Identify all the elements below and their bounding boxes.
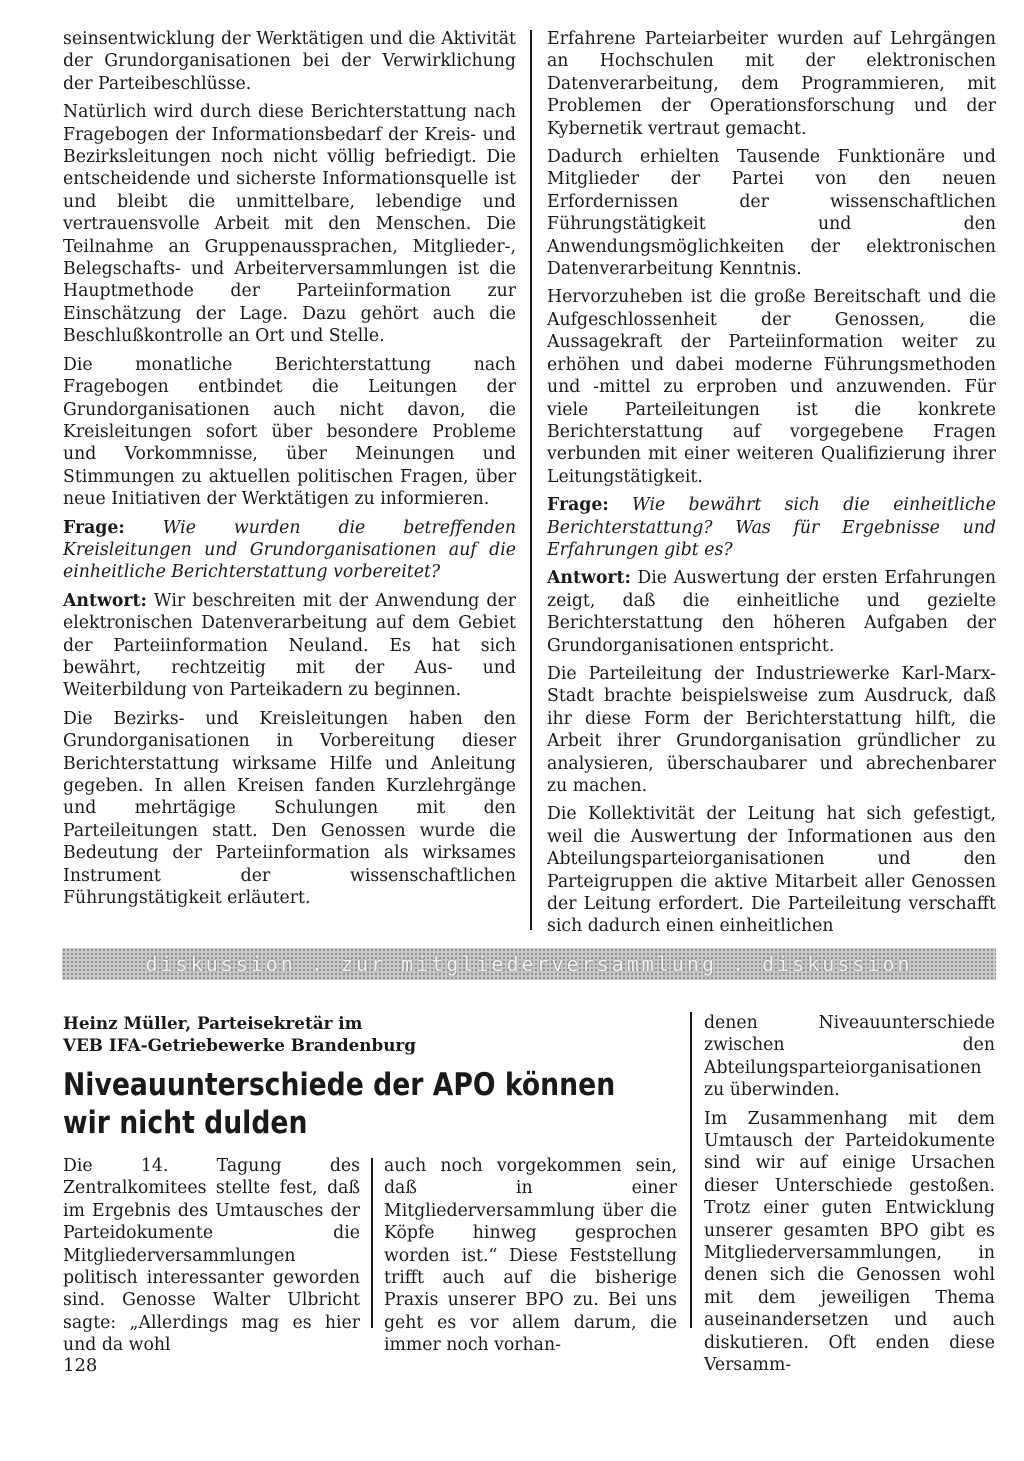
headline-line: wir nicht dulden <box>63 1105 308 1141</box>
paragraph: Dadurch erhielten Tausende Funktionäre und Mitglieder der Partei von den neuen Erfordernissen der wissenschaftlichen Führungstätigkeit und den Anwendungsmöglichkeiten der elektronischen Datenverarbeitung Kenntnis. <box>547 147 996 280</box>
paragraph: Die Parteileitung der Industriewerke Karl-Marx-Stadt brachte beispielsweise zum Ausdruck, daß ihr diese Form der Berichterstattung hilft, die Arbeit ihrer Grundorganisation gründlicher zu analysieren, überschaubarer und abrechenbarer zu machen. <box>547 663 996 796</box>
answer-2 <box>547 567 996 657</box>
page-number: 128 <box>63 1355 98 1376</box>
column-rule <box>530 30 532 930</box>
answer-label: Antwort: <box>63 590 147 611</box>
paragraph: Im Zusammenhang mit dem Umtausch der Parteidokumente sind wir auf einige Ursachen dieser Unterschiede gestoßen. Trotz einer guten Entwicklung unserer gesamten BPO gibt es Mitgliederversammlungen, in denen sich die Genossen wohl mit dem jeweiligen Thema auseinandersetzen und auch diskutieren. Oft enden diese Versamm- <box>704 1108 995 1376</box>
author-byline <box>63 1012 663 1056</box>
question-text: Wie wurden die betreffenden Kreisleitungen und Grundorganisationen auf die einheitliche Berichterstattung vorbereitet? <box>63 517 517 583</box>
paragraph: Erfahrene Parteiarbeiter wurden auf Lehrgängen an Hochschulen mit der elektronischen Datenverarbeitung, dem Programmieren, mit Problemen der Operationsforschung und der Kybernetik vertraut gemacht. <box>547 29 996 139</box>
article-column-1 <box>63 1155 360 1363</box>
question-text: Wie bewährt sich die einheitliche Berichterstattung? Was für Ergebnisse und Erfahrungen gibt es? <box>547 495 996 560</box>
author-line: Heinz Müller, Parteisekretär im <box>63 1013 363 1033</box>
headline-line: Niveauunterschiede der APO können <box>63 1067 616 1103</box>
article-column-3 <box>704 1012 995 1383</box>
question-2 <box>547 494 996 561</box>
answer-label: Antwort: <box>547 568 631 589</box>
question-1 <box>63 517 516 584</box>
answer-text: Die Auswertung der ersten Erfahrungen zeigt, daß die einheitliche und gezielte Berichterstattung den höheren Aufgaben der Grundorganisationen entspricht. <box>547 568 996 656</box>
column-rule <box>371 1158 373 1328</box>
question-label: Frage: <box>63 517 125 538</box>
paragraph: denen Niveauunterschiede zwischen den Abteilungsparteiorganisationen zu überwinden. <box>704 1013 995 1101</box>
section-banner <box>62 948 996 980</box>
paragraph: Die monatliche Berichterstattung nach Fragebogen entbindet die Leitungen der Grundorganisationen auch nicht davon, die Kreisleitungen sofort über besondere Probleme und Vorkommnisse, über Meinungen und Stimmungen zu aktuellen politischen Fragen, über neue Initiativen der Werktätigen zu informieren. <box>63 354 516 510</box>
paragraph: seinsentwicklung der Werktätigen und die Aktivität der Grundorganisationen bei der Verwirklichung der Parteibeschlüsse. <box>63 29 516 94</box>
paragraph: Die Bezirks- und Kreisleitungen haben den Grundorganisationen in Vorbereitung dieser Berichterstattung wirksame Hilfe und Anleitung gegeben. In allen Kreisen fanden Kurzlehrgänge und mehrtägige Schulungen mit den Parteileitungen statt. Den Genossen wurde die Bedeutung der Parteiinformation als wirksames Instrument der wissenschaftlichen Führungstätigkeit erläutert. <box>63 708 516 909</box>
banner-text: diskussion . zur mitgliederversammlung . diskussion <box>145 952 913 976</box>
column-rule <box>690 1012 692 1328</box>
answer-1 <box>63 590 516 702</box>
answer-text: Wir beschreiten mit der Anwendung der elektronischen Datenverarbeitung auf dem Gebiet der Parteiinformation Neuland. Es hat sich bewährt, rechtzeitig mit der Aus- und Weiterbildung von Parteikadern zu beginnen. <box>63 590 516 701</box>
paragraph: Natürlich wird durch diese Berichterstattung nach Fragebogen der Informationsbedarf der Kreis- und Bezirksleitungen noch nicht völlig befriedigt. Die entscheidende und sicherste Informationsquelle ist und bleibt die unmittelbare, lebendige und vertrauensvolle Arbeit mit den Menschen. Die Teilnahme an Gruppenaussprachen, Mitglieder-, Belegschafts- und Arbeiterversammlungen ist die Hauptmethode der Parteiinformation zur Einschätzung der Lage. Dazu gehört auch die Beschlußkontrolle an Ort und Stelle. <box>63 102 516 347</box>
article-column-2 <box>384 1155 677 1363</box>
article-headline <box>63 1066 616 1142</box>
paragraph: Die 14. Tagung des Zentralkomitees stellte fest, daß im Ergebnis des Umtausches der Parteidokumente die Mitgliederversammlungen politisch interessanter geworden sind. Genosse Walter Ulbricht sagte: „Allerdings mag es hier und da wohl <box>63 1156 360 1356</box>
top-right-column <box>547 28 996 944</box>
question-label: Frage: <box>547 495 609 516</box>
author-line: VEB IFA-Getriebewerke Brandenburg <box>63 1035 416 1055</box>
top-left-column <box>63 28 516 915</box>
paragraph: Die Kollektivität der Leitung hat sich gefestigt, weil die Auswertung der Informationen aus den Abteilungsparteiorganisationen und den Parteigruppen die aktive Mitarbeit aller Genossen der Leitung erfordert. Die Parteileitung verschafft sich dadurch einen einheitlichen <box>547 804 996 937</box>
paragraph: auch noch vorgekommen sein, daß in einer Mitgliederversammlung über die Köpfe hinweg gesprochen worden ist.“ Diese Feststellung trifft auch auf die bisherige Praxis unserer BPO zu. Bei uns geht es vor allem darum, die immer noch vorhan- <box>384 1156 677 1356</box>
paragraph: Hervorzuheben ist die große Bereitschaft und die Aufgeschlossenheit der Genossen, die Aussagekraft der Parteiinformation weiter zu erhöhen und dabei moderne Führungsmethoden und -mittel zu erproben und anzuwenden. Für viele Parteileitungen ist die konkrete Berichterstattung auf vorgegebene Fragen verbunden mit einer weiteren Qualifizierung ihrer Leitungstätigkeit. <box>547 287 996 487</box>
